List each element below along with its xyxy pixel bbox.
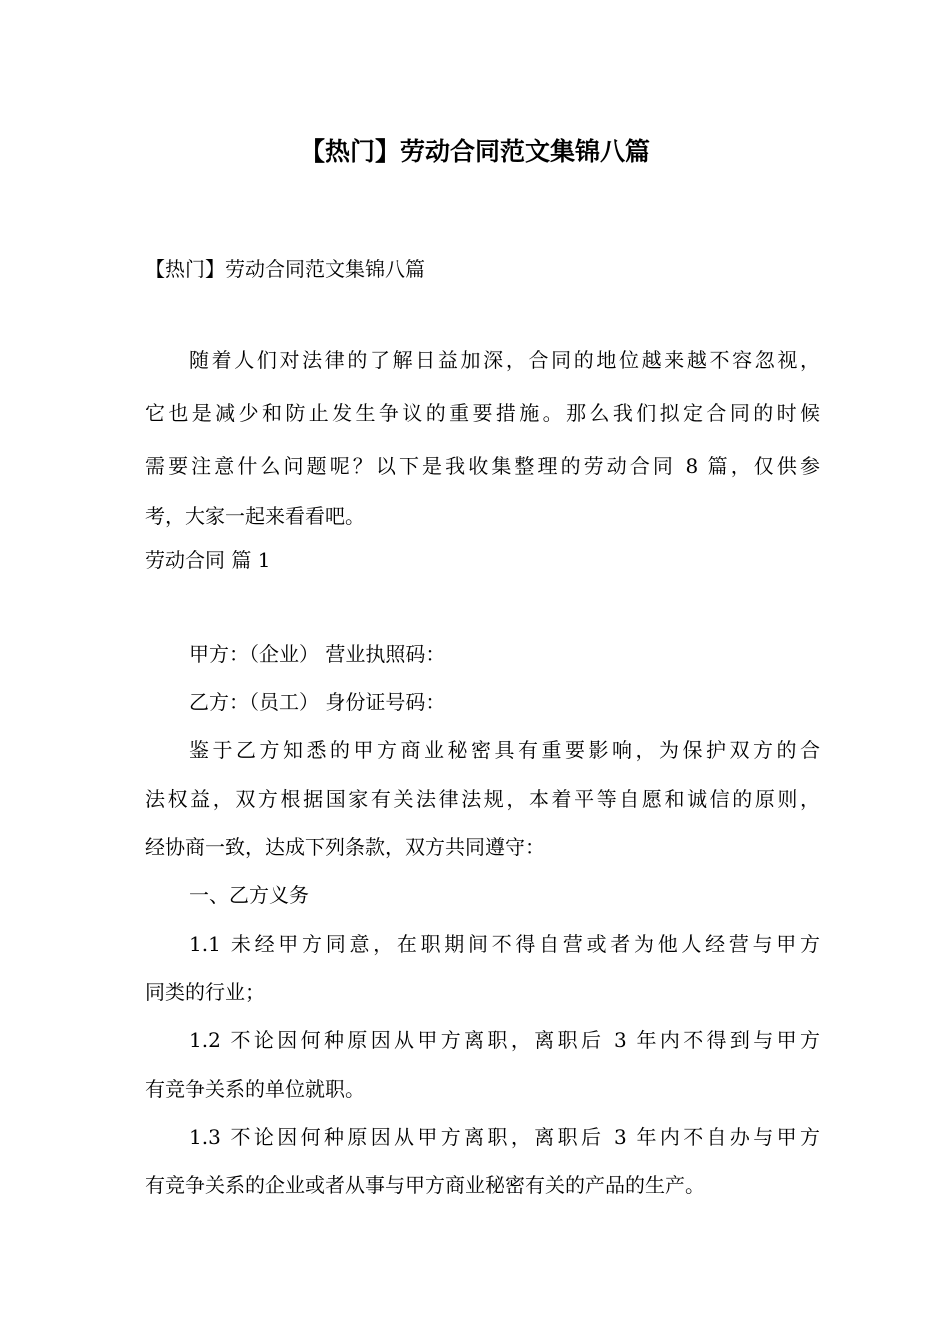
preamble-line: 经协商一致，达成下列条款，双方共同遵守： [145,835,545,859]
intro-line: 它也是减少和防止发生争议的重要措施。那么我们拟定合同的时候 [145,401,820,425]
document-title: 【热门】劳动合同范文集锦八篇 [299,137,650,166]
party-b-line: 乙方：（员工） 身份证号码： [189,690,446,714]
party-a-line: 甲方：（企业） 营业执照码： [189,642,446,666]
document-subtitle: 【热门】劳动合同范文集锦八篇 [145,257,425,281]
clause-1-1-line: 同类的行业； [145,980,265,1004]
clause-heading: 一、乙方义务 [189,883,309,907]
intro-line: 考，大家一起来看看吧。 [145,504,365,528]
clause-1-3-line: 有竞争关系的企业或者从事与甲方商业秘密有关的产品的生产。 [145,1173,705,1197]
preamble-line: 鉴于乙方知悉的甲方商业秘密具有重要影响，为保护双方的合 [189,738,820,762]
preamble-line: 法权益，双方根据国家有关法律法规，本着平等自愿和诚信的原则， [145,787,820,811]
clause-1-3-line: 1.3 不论因何种原因从甲方离职，离职后 3 年内不自办与甲方 [189,1125,820,1149]
clause-1-2-line: 1.2 不论因何种原因从甲方离职，离职后 3 年内不得到与甲方 [189,1028,820,1052]
intro-line: 随着人们对法律的了解日益加深，合同的地位越来越不容忽视， [189,348,820,372]
clause-1-1-line: 1.1 未经甲方同意，在职期间不得自营或者为他人经营与甲方 [189,932,820,956]
clause-1-2-line: 有竞争关系的单位就职。 [145,1077,365,1101]
section-heading: 劳动合同 篇 1 [145,548,271,572]
intro-line: 需要注意什么问题呢？以下是我收集整理的劳动合同 8 篇，仅供参 [145,454,820,478]
